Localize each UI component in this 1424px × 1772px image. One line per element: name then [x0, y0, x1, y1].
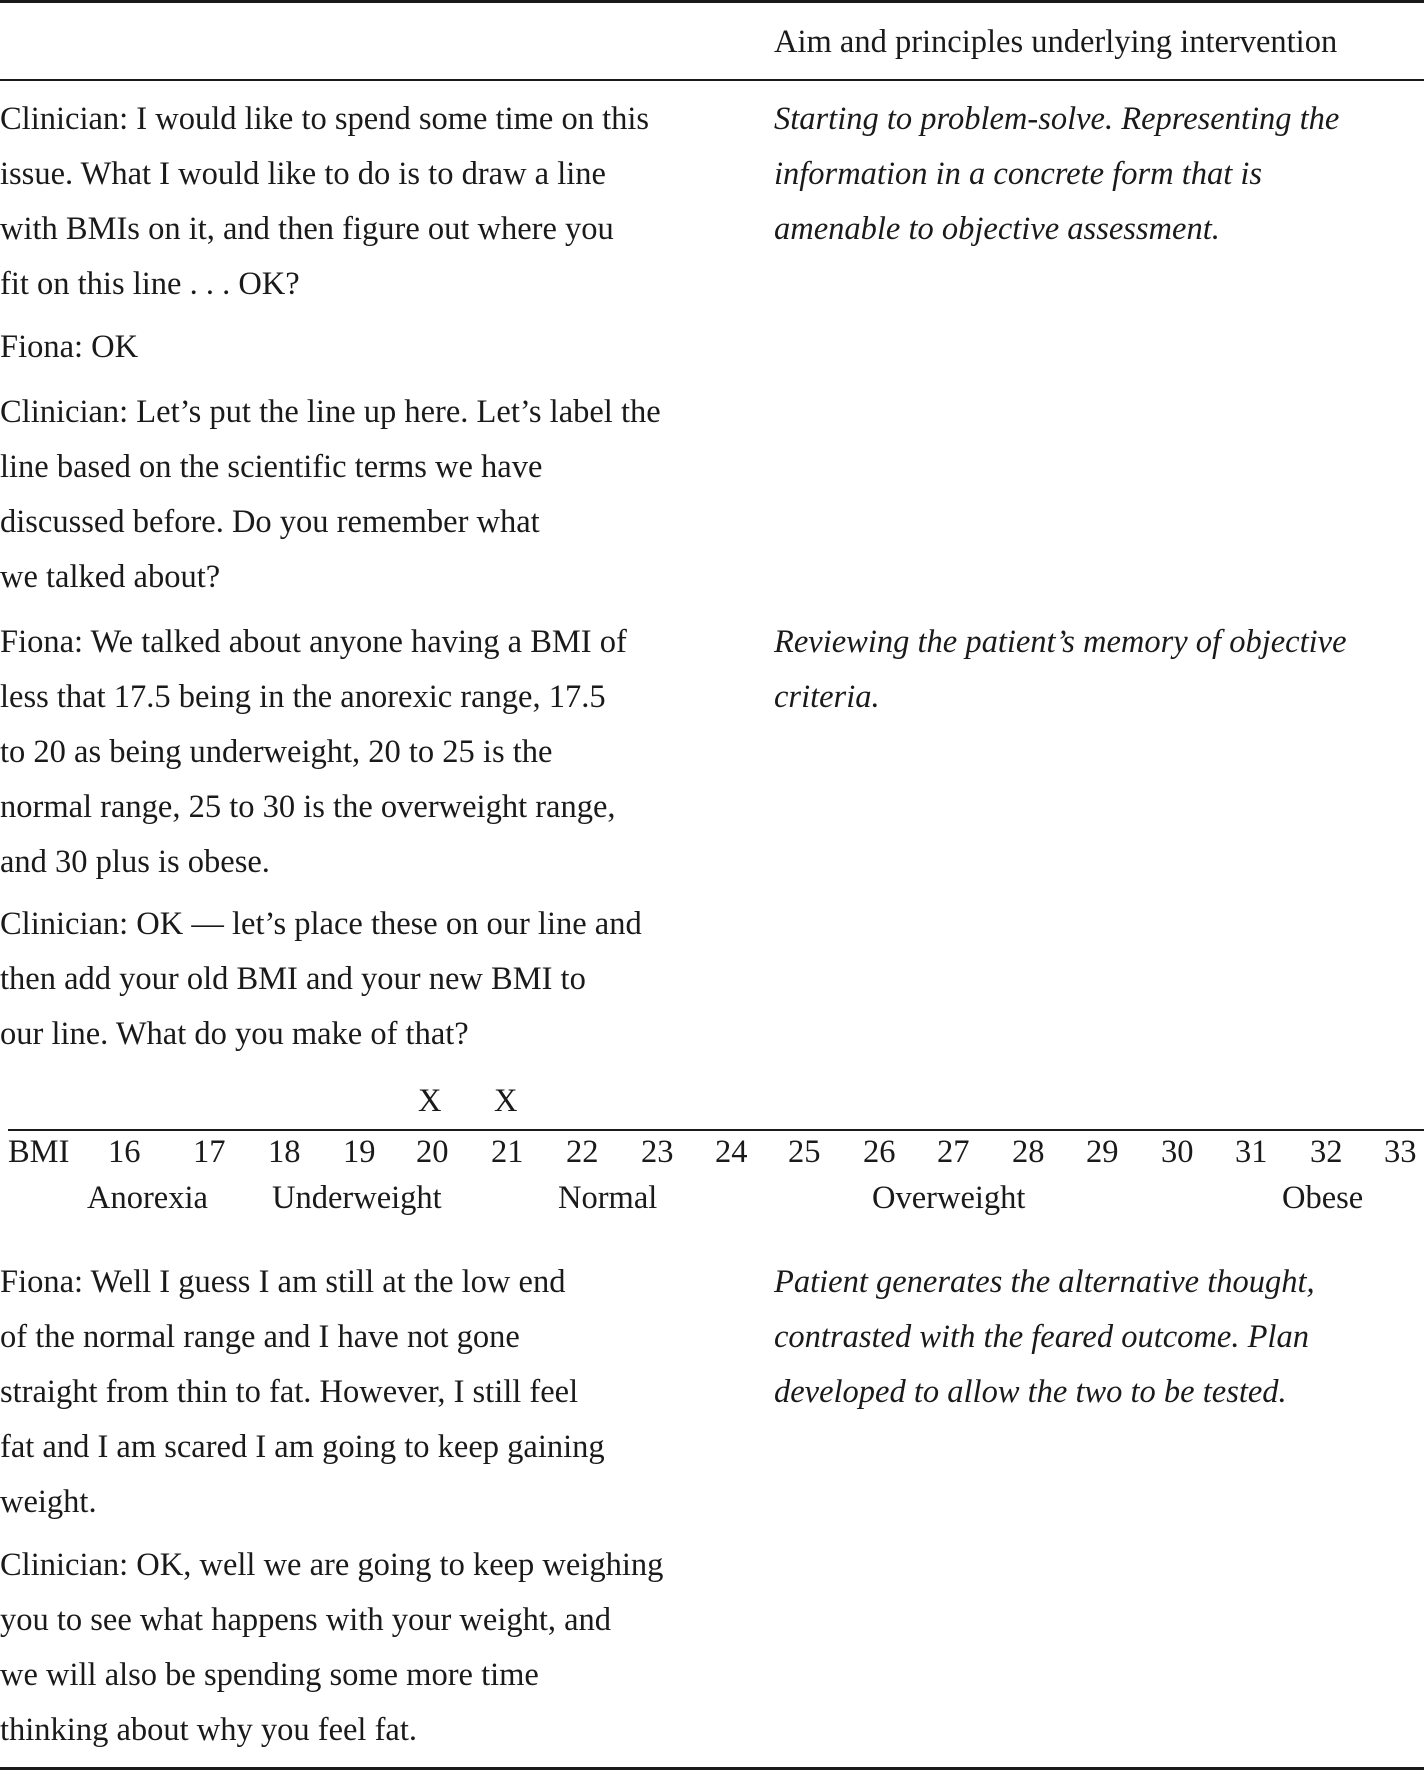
bmi-axis-line — [8, 1129, 1424, 1131]
aim-note-3 — [774, 1255, 1420, 1420]
bmi-tick: 31 — [1235, 1134, 1268, 1170]
bmi-tick: 30 — [1161, 1134, 1194, 1170]
dialogue-turn-text: Fiona: Well I guess I am still at the low end of the normal range and I have not gone straight from thin to fat. However, I still feel fat and I am scared I am going to keep gaining weight. — [0, 1264, 605, 1520]
dialogue-turn-fiona-1 — [0, 320, 752, 375]
bmi-tick: 16 — [108, 1134, 141, 1170]
bmi-tick: 21 — [491, 1134, 524, 1170]
new-bmi-marker: X — [494, 1083, 518, 1119]
bmi-tick: 23 — [641, 1134, 674, 1170]
old-bmi-marker: X — [418, 1083, 442, 1119]
dialogue-turn-clinician-3 — [0, 897, 752, 1062]
dialogue-turn-text: Clinician: I would like to spend some time on this issue. What I would like to do is to draw a line with BMIs on it, and then figure out where you fit on this line . . . OK? — [0, 101, 650, 302]
table-bottom-rule — [0, 1767, 1424, 1770]
bmi-category-underweight: Underweight — [272, 1180, 442, 1216]
bmi-category-anorexia: Anorexia — [87, 1180, 208, 1216]
aim-note-text: Reviewing the patient’s memory of objective criteria. — [774, 624, 1347, 715]
dialogue-turn-fiona-3 — [0, 1255, 752, 1530]
bmi-tick: 33 — [1384, 1134, 1417, 1170]
aim-column-header: Aim and principles underlying intervention — [774, 24, 1338, 60]
bmi-tick: 18 — [268, 1134, 301, 1170]
dialogue-turn-clinician-4 — [0, 1538, 752, 1758]
dialogue-turn-text: Clinician: Let’s put the line up here. Let’s label the line based on the scientific terms we have discussed before. Do you remember what we talked about? — [0, 394, 661, 595]
bmi-axis-label: BMI — [8, 1134, 70, 1170]
aim-note-text: Starting to problem-solve. Representing the information in a concrete form that is amenable to objective assessment. — [774, 101, 1340, 247]
bmi-tick: 26 — [863, 1134, 896, 1170]
table-top-rule — [0, 0, 1424, 3]
bmi-tick: 17 — [193, 1134, 226, 1170]
bmi-tick: 27 — [937, 1134, 970, 1170]
dialogue-turn-text: Fiona: We talked about anyone having a BMI of less that 17.5 being in the anorexic range, 17.5 to 20 as being underweight, 20 to 25 is the normal range, 25 to 30 is the overweight range, and 30 plus is obese. — [0, 624, 627, 880]
bmi-tick: 32 — [1310, 1134, 1343, 1170]
bmi-tick: 22 — [566, 1134, 599, 1170]
bmi-tick: 20 — [416, 1134, 449, 1170]
bmi-tick: 19 — [343, 1134, 376, 1170]
aim-note-1 — [774, 92, 1420, 257]
bmi-category-overweight: Overweight — [872, 1180, 1026, 1216]
bmi-category-normal: Normal — [558, 1180, 658, 1216]
aim-note-2 — [774, 615, 1420, 725]
bmi-tick: 29 — [1086, 1134, 1119, 1170]
header-rule — [0, 79, 1424, 81]
dialogue-turn-fiona-2 — [0, 615, 752, 890]
bmi-category-obese: Obese — [1282, 1180, 1364, 1216]
dialogue-turn-text: Fiona: OK — [0, 329, 139, 365]
dialogue-turn-text: Clinician: OK — let’s place these on our line and then add your old BMI and your new BMI to our line. What do you make of that? — [0, 906, 642, 1052]
aim-note-text: Patient generates the alternative thought, contrasted with the feared outcome. Plan developed to allow the two to be tested. — [774, 1264, 1315, 1410]
dialogue-turn-text: Clinician: OK, well we are going to keep weighing you to see what happens with your weight, and we will also be spending some more time thinking about why you feel fat. — [0, 1547, 664, 1748]
dialogue-turn-clinician-1 — [0, 92, 752, 312]
bmi-tick: 24 — [715, 1134, 748, 1170]
bmi-tick: 28 — [1012, 1134, 1045, 1170]
dialogue-turn-clinician-2 — [0, 385, 752, 605]
bmi-tick: 25 — [788, 1134, 821, 1170]
